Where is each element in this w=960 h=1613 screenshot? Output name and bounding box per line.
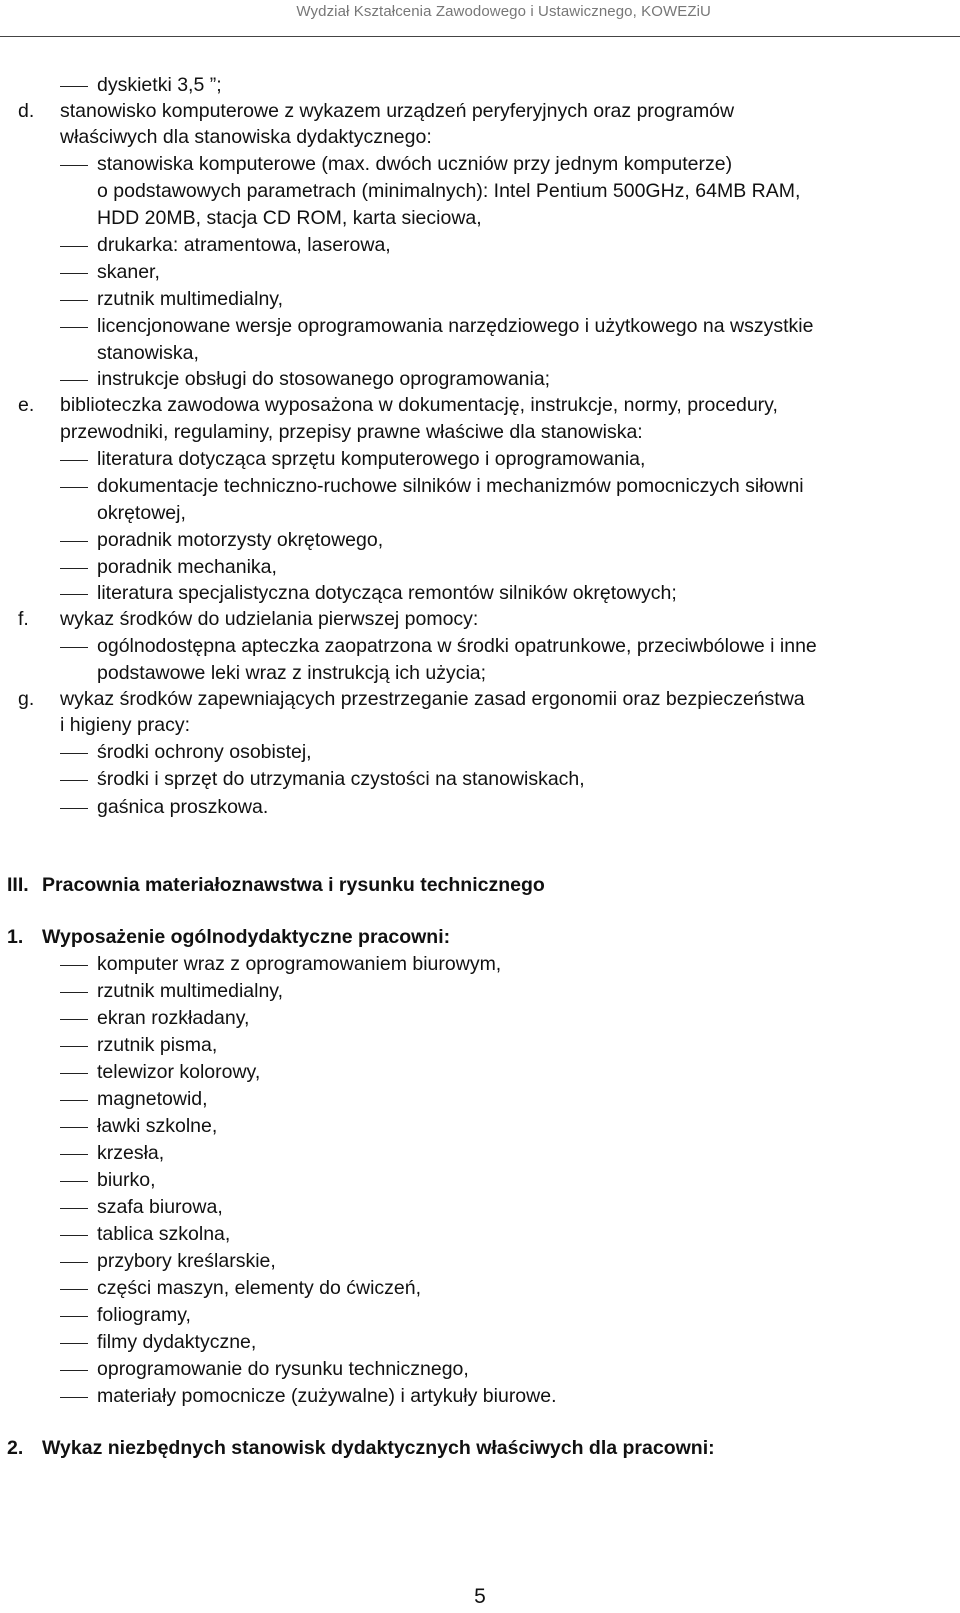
list-dash <box>60 1073 88 1074</box>
list-dash <box>60 327 88 328</box>
list-dash <box>60 647 88 648</box>
list-dash <box>60 1343 88 1344</box>
list-dash <box>60 165 88 166</box>
list-item-text: biblioteczka zawodowa wyposażona w dokumentację, instrukcje, normy, procedury, <box>60 394 778 416</box>
list-dash <box>60 1370 88 1371</box>
list-dash <box>60 808 88 809</box>
list-item-text: środki i sprzęt do utrzymania czystości na stanowiskach, <box>97 768 585 790</box>
list-item-text: przybory kreślarskie, <box>97 1250 276 1272</box>
list-dash <box>60 1262 88 1263</box>
header-title: Wydział Kształcenia Zawodowego i Ustawicznego, KOWEZiU <box>296 3 711 20</box>
list-item-text: rzutnik pisma, <box>97 1034 218 1056</box>
list-dash <box>60 992 88 993</box>
list-dash <box>60 1100 88 1101</box>
list-dash <box>60 1289 88 1290</box>
list-dash <box>60 1235 88 1236</box>
list-dash <box>60 753 88 754</box>
list-item-text: literatura dotycząca sprzętu komputerowego i oprogramowania, <box>97 448 646 470</box>
list-item-text: o podstawowych parametrach (minimalnych): Intel Pentium 500GHz, 64MB RAM, <box>97 180 801 202</box>
list-item-text: stanowiska komputerowe (max. dwóch uczniów przy jednym komputerze) <box>97 153 733 175</box>
section-heading: Pracownia materiałoznawstwa i rysunku technicznego <box>42 874 545 896</box>
list-item-text: ogólnodostępna apteczka zaopatrzona w środki opatrunkowe, przeciwbólowe i inne <box>97 635 817 657</box>
list-dash <box>60 460 88 461</box>
list-dash <box>60 273 88 274</box>
section-heading: Wykaz niezbędnych stanowisk dydaktycznych właściwych dla pracowni: <box>42 1437 715 1459</box>
list-dash <box>60 380 88 381</box>
list-item-text: właściwych dla stanowiska dydaktycznego: <box>60 126 432 148</box>
list-marker: f. <box>18 608 29 630</box>
list-dash <box>60 1127 88 1128</box>
list-dash <box>60 1046 88 1047</box>
list-dash <box>60 1397 88 1398</box>
list-dash <box>60 246 88 247</box>
list-dash <box>60 1154 88 1155</box>
list-item-text: oprogramowanie do rysunku technicznego, <box>97 1358 469 1380</box>
list-item-text: części maszyn, elementy do ćwiczeń, <box>97 1277 422 1299</box>
list-dash <box>60 1181 88 1182</box>
list-dash <box>60 1019 88 1020</box>
list-item-text: licencjonowane wersje oprogramowania narzędziowego i użytkowego na wszystkie <box>97 315 814 337</box>
list-item-text: poradnik motorzysty okrętowego, <box>97 529 384 551</box>
list-dash <box>60 1208 88 1209</box>
list-item-text: tablica szkolna, <box>97 1223 231 1245</box>
list-item-text: szafa biurowa, <box>97 1196 223 1218</box>
list-dash <box>60 965 88 966</box>
list-item-text: filmy dydaktyczne, <box>97 1331 257 1353</box>
list-dash <box>60 300 88 301</box>
list-item-text: biurko, <box>97 1169 156 1191</box>
list-item-text: ekran rozkładany, <box>97 1007 250 1029</box>
page-number: 5 <box>474 1585 486 1608</box>
list-item-text: stanowiska, <box>97 342 199 364</box>
list-marker: d. <box>18 100 35 122</box>
list-item-text: przewodniki, regulaminy, przepisy prawne właściwe dla stanowiska: <box>60 421 643 443</box>
list-item-text: wykaz środków zapewniających przestrzeganie zasad ergonomii oraz bezpieczeństwa <box>60 688 805 710</box>
list-item-text: skaner, <box>97 261 160 283</box>
list-item-text: magnetowid, <box>97 1088 208 1110</box>
list-marker: III. <box>7 874 29 896</box>
list-item-text: HDD 20MB, stacja CD ROM, karta sieciowa, <box>97 207 482 229</box>
list-item-text: i higieny pracy: <box>60 714 191 736</box>
list-item-text: środki ochrony osobistej, <box>97 741 312 763</box>
list-item-text: podstawowe leki wraz z instrukcją ich użycia; <box>97 662 487 684</box>
list-item-text: rzutnik multimedialny, <box>97 980 284 1002</box>
list-item-text: instrukcje obsługi do stosowanego oprogramowania; <box>97 368 551 390</box>
list-item-text: ławki szkolne, <box>97 1115 218 1137</box>
page-header <box>0 0 960 37</box>
list-item-text: telewizor kolorowy, <box>97 1061 261 1083</box>
list-marker: 2. <box>7 1437 24 1459</box>
list-item-text: poradnik mechanika, <box>97 556 277 578</box>
list-item-text: dokumentacje techniczno-ruchowe silników i mechanizmów pomocniczych siłowni <box>97 475 804 497</box>
list-dash <box>60 594 88 595</box>
list-dash <box>60 541 88 542</box>
list-dash <box>60 780 88 781</box>
list-marker: g. <box>18 688 35 710</box>
list-item-text: literatura specjalistyczna dotycząca remontów silników okrętowych; <box>97 582 677 604</box>
list-item-text: okrętowej, <box>97 502 186 524</box>
section-heading: Wyposażenie ogólnodydaktyczne pracowni: <box>42 926 451 948</box>
list-item-text: wykaz środków do udzielania pierwszej pomocy: <box>60 608 479 630</box>
list-item-text: foliogramy, <box>97 1304 191 1326</box>
list-item-text: materiały pomocnicze (zużywalne) i artykuły biurowe. <box>97 1385 557 1407</box>
list-marker: 1. <box>7 926 24 948</box>
list-item-text: rzutnik multimedialny, <box>97 288 284 310</box>
list-dash <box>60 86 88 87</box>
list-item-text: dyskietki 3,5 ”; <box>97 74 222 96</box>
list-item-text: drukarka: atramentowa, laserowa, <box>97 234 391 256</box>
list-item-text: stanowisko komputerowe z wykazem urządzeń peryferyjnych oraz programów <box>60 100 735 122</box>
list-dash <box>60 1316 88 1317</box>
list-dash <box>60 487 88 488</box>
list-marker: e. <box>18 394 35 416</box>
list-dash <box>60 568 88 569</box>
list-item-text: gaśnica proszkowa. <box>97 796 269 818</box>
list-item-text: krzesła, <box>97 1142 165 1164</box>
list-item-text: komputer wraz z oprogramowaniem biurowym, <box>97 953 502 975</box>
